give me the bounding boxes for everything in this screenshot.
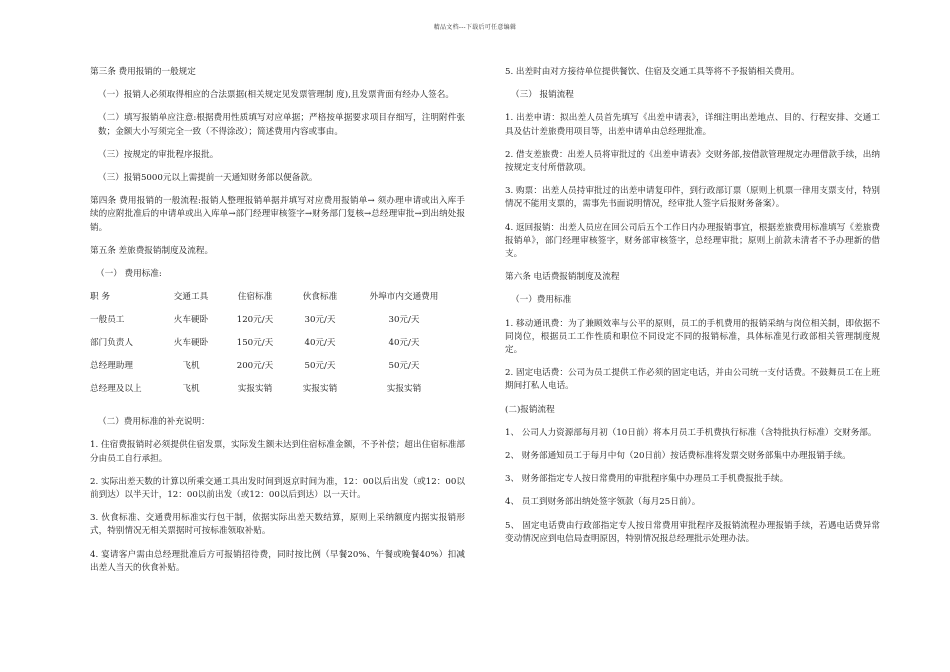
table-cell: 部门负责人 [90, 338, 133, 349]
section-label: （三） 报销流程 [511, 90, 574, 101]
paragraph: 3、 财务部指定专人按日常费用的审批程序集中办理员工手机费报批手续。 [505, 474, 789, 485]
paragraph: 2. 固定电话费：公司为员工提供工作必须的固定电话，并由公司统一支付话费。不鼓舞员工在上班期间打私人电话。 [505, 368, 880, 392]
paragraph: 2. 实际出差天数的计算以所乘交通工具出发时间到返京时间为准，12：00以后出发（或12：00以前到达）以半天计，12：00以前出发（或12：00以后到达）以一天计。 [90, 476, 465, 501]
table-cell: 120元/天 [236, 315, 274, 326]
table-cell: 一般员工 [90, 315, 125, 326]
table-header-cell: 职 务 [90, 292, 110, 303]
table-cell: 200元/天 [236, 361, 274, 372]
table-cell: 30元/天 [388, 315, 420, 326]
paragraph: （一）报销人必须取得相应的合法票据(相关规定见发票管理制 度),且发票背面有经办人签名。 [98, 90, 454, 101]
table-cell: 实报实销 [302, 384, 338, 395]
table-cell: 50元/天 [304, 361, 336, 372]
table-cell: 实报实销 [386, 384, 422, 395]
table-cell: 50元/天 [388, 361, 420, 372]
paragraph: 4. 返回报销：出差人员应在回公司后五个工作日内办理报销事宜，根据差旅费用标准填写《差旅费报销单》，部门经理审核签字，财务部审核签字，总经理审批；原则上前款未清者不予办理新的借支。 [505, 222, 880, 260]
table-cell: 火车硬卧 [173, 338, 209, 349]
table-row [90, 383, 454, 406]
table-header-cell: 外埠市内交通费用 [369, 292, 439, 303]
paragraph: 1、 公司人力资源部每月初（10日前）将本月员工手机费执行标准（含特批执行标准）交财务部。 [505, 427, 877, 438]
article-4-paragraph: 第四条 费用报销的一般流程:报销人整理报销单据并填写对应费用报销单→ 须办理申请或出入库手续的应附批准后的申请单或出入库单→部门经理审核签字→财务部门复核→总经理审批→到出纳处报销。 [90, 196, 465, 233]
table-cell: 飞机 [182, 361, 200, 372]
table-cell: 实报实销 [237, 384, 273, 395]
table-cell: 40元/天 [388, 338, 420, 349]
paragraph: 2、 财务部通知员工于每月中旬（20日前）按话费标准将发票交财务部集中办理报销手续。 [505, 451, 851, 462]
paragraph: （三）按规定的审批程序报批。 [98, 149, 219, 160]
paragraph: 5. 出差时由对方接待单位提供餐饮、住宿及交通工具等将不予报销相关费用。 [505, 67, 800, 77]
expense-standard-table [90, 291, 454, 406]
table-header-cell: 交通工具 [173, 292, 209, 303]
section-label: （一） 费用标准: [96, 269, 162, 280]
article-3-title: 第三条 费用报销的一般规定 [90, 67, 196, 77]
page-header: 精品文档---下载后可任意编辑 [433, 24, 517, 31]
paragraph: 2. 借支差旅费：出差人员将审批过的《出差申请表》交财务部,按借款管理规定办理借款手续，出纳按规定支付所借款项。 [505, 149, 880, 174]
table-header-cell: 住宿标准 [237, 292, 273, 303]
paragraph: （二）填写报销单应注意:根据费用性质填写对应单据；严格按单据要求项目存细写，注明附件张数；金额大小写须完全一致（不得涂改）；简述费用内容或事由。 [98, 113, 465, 137]
table-row [90, 337, 454, 360]
article-6-title: 第六条 电话费报销制度及流程 [505, 272, 620, 283]
paragraph: 3. 购票：出差人员持审批过的出差申请复印件，到行政部订票（原则上机票一律用支票支付，特别情况不能用支票的，需事先书面说明情况，经审批人签字后报财务备案）。 [505, 186, 880, 210]
paragraph: 5、 固定电话费由行政部指定专人按日常费用审批程序及报销流程办理报销手续，若遇电话费异常变动情况应到电信局查明原因，特别情况报总经理批示处理办法。 [505, 520, 880, 544]
paragraph: 4、 员工到财务部出纳处签字领款（每月25日前）。 [505, 497, 701, 508]
table-cell: 150元/天 [236, 338, 274, 349]
paragraph: 4. 宴请客户需由总经理批准后方可报销招待费，同时按比例（早餐20%、午餐或晚餐40%）扣减出差人当天的伙食补贴。 [90, 549, 465, 573]
left-column [90, 66, 465, 585]
table-row [90, 314, 454, 337]
article-5-title: 第五条 差旅费报销制度及流程。 [90, 245, 214, 256]
paragraph: 1. 住宿费报销时必须提供住宿发票，实际发生额未达到住宿标准金额，不予补偿；超出住宿标准部分由员工自行承担。 [90, 440, 465, 464]
paragraph: 1. 出差申请：拟出差人员首先填写《出差申请表》，详细注明出差地点、目的、行程安排、交通工具及估计差旅费用项目等，出差申请单由总经理批准。 [505, 113, 880, 137]
table-cell: 30元/天 [304, 315, 336, 326]
table-header-cell: 伙食标准 [302, 292, 338, 303]
table-cell: 火车硬卧 [173, 315, 209, 326]
table-row [90, 360, 454, 383]
section-label: (二)报销流程 [505, 404, 555, 415]
table-header-row [90, 291, 454, 314]
paragraph: 3. 伙食标准、交通费用标准实行包干制，依据实际出差天数结算，原则上采纳额度内据实报销形式，特别情况无相关票据时可按标准领取补贴。 [90, 513, 465, 537]
table-cell: 总经理助理 [90, 361, 133, 372]
paragraph: （三）报销5000元以上需提前一天通知财务部以便备款。 [98, 173, 318, 184]
paragraph: 1. 移动通讯费：为了兼顾效率与公平的原则，员工的手机费用的报销采纳与岗位相关制，即依据不同岗位，根据员工工作性质和职位不同设定不同的报销标准，具体标准见行政部相关管理制度规定。 [505, 318, 880, 356]
right-column [505, 66, 880, 556]
section-label: （一）费用标准 [511, 295, 572, 306]
section-label: （二）费用标准的补充说明： [98, 417, 210, 428]
table-cell: 40元/天 [304, 338, 336, 349]
table-cell: 飞机 [182, 384, 200, 395]
table-cell: 总经理及以上 [90, 384, 142, 395]
